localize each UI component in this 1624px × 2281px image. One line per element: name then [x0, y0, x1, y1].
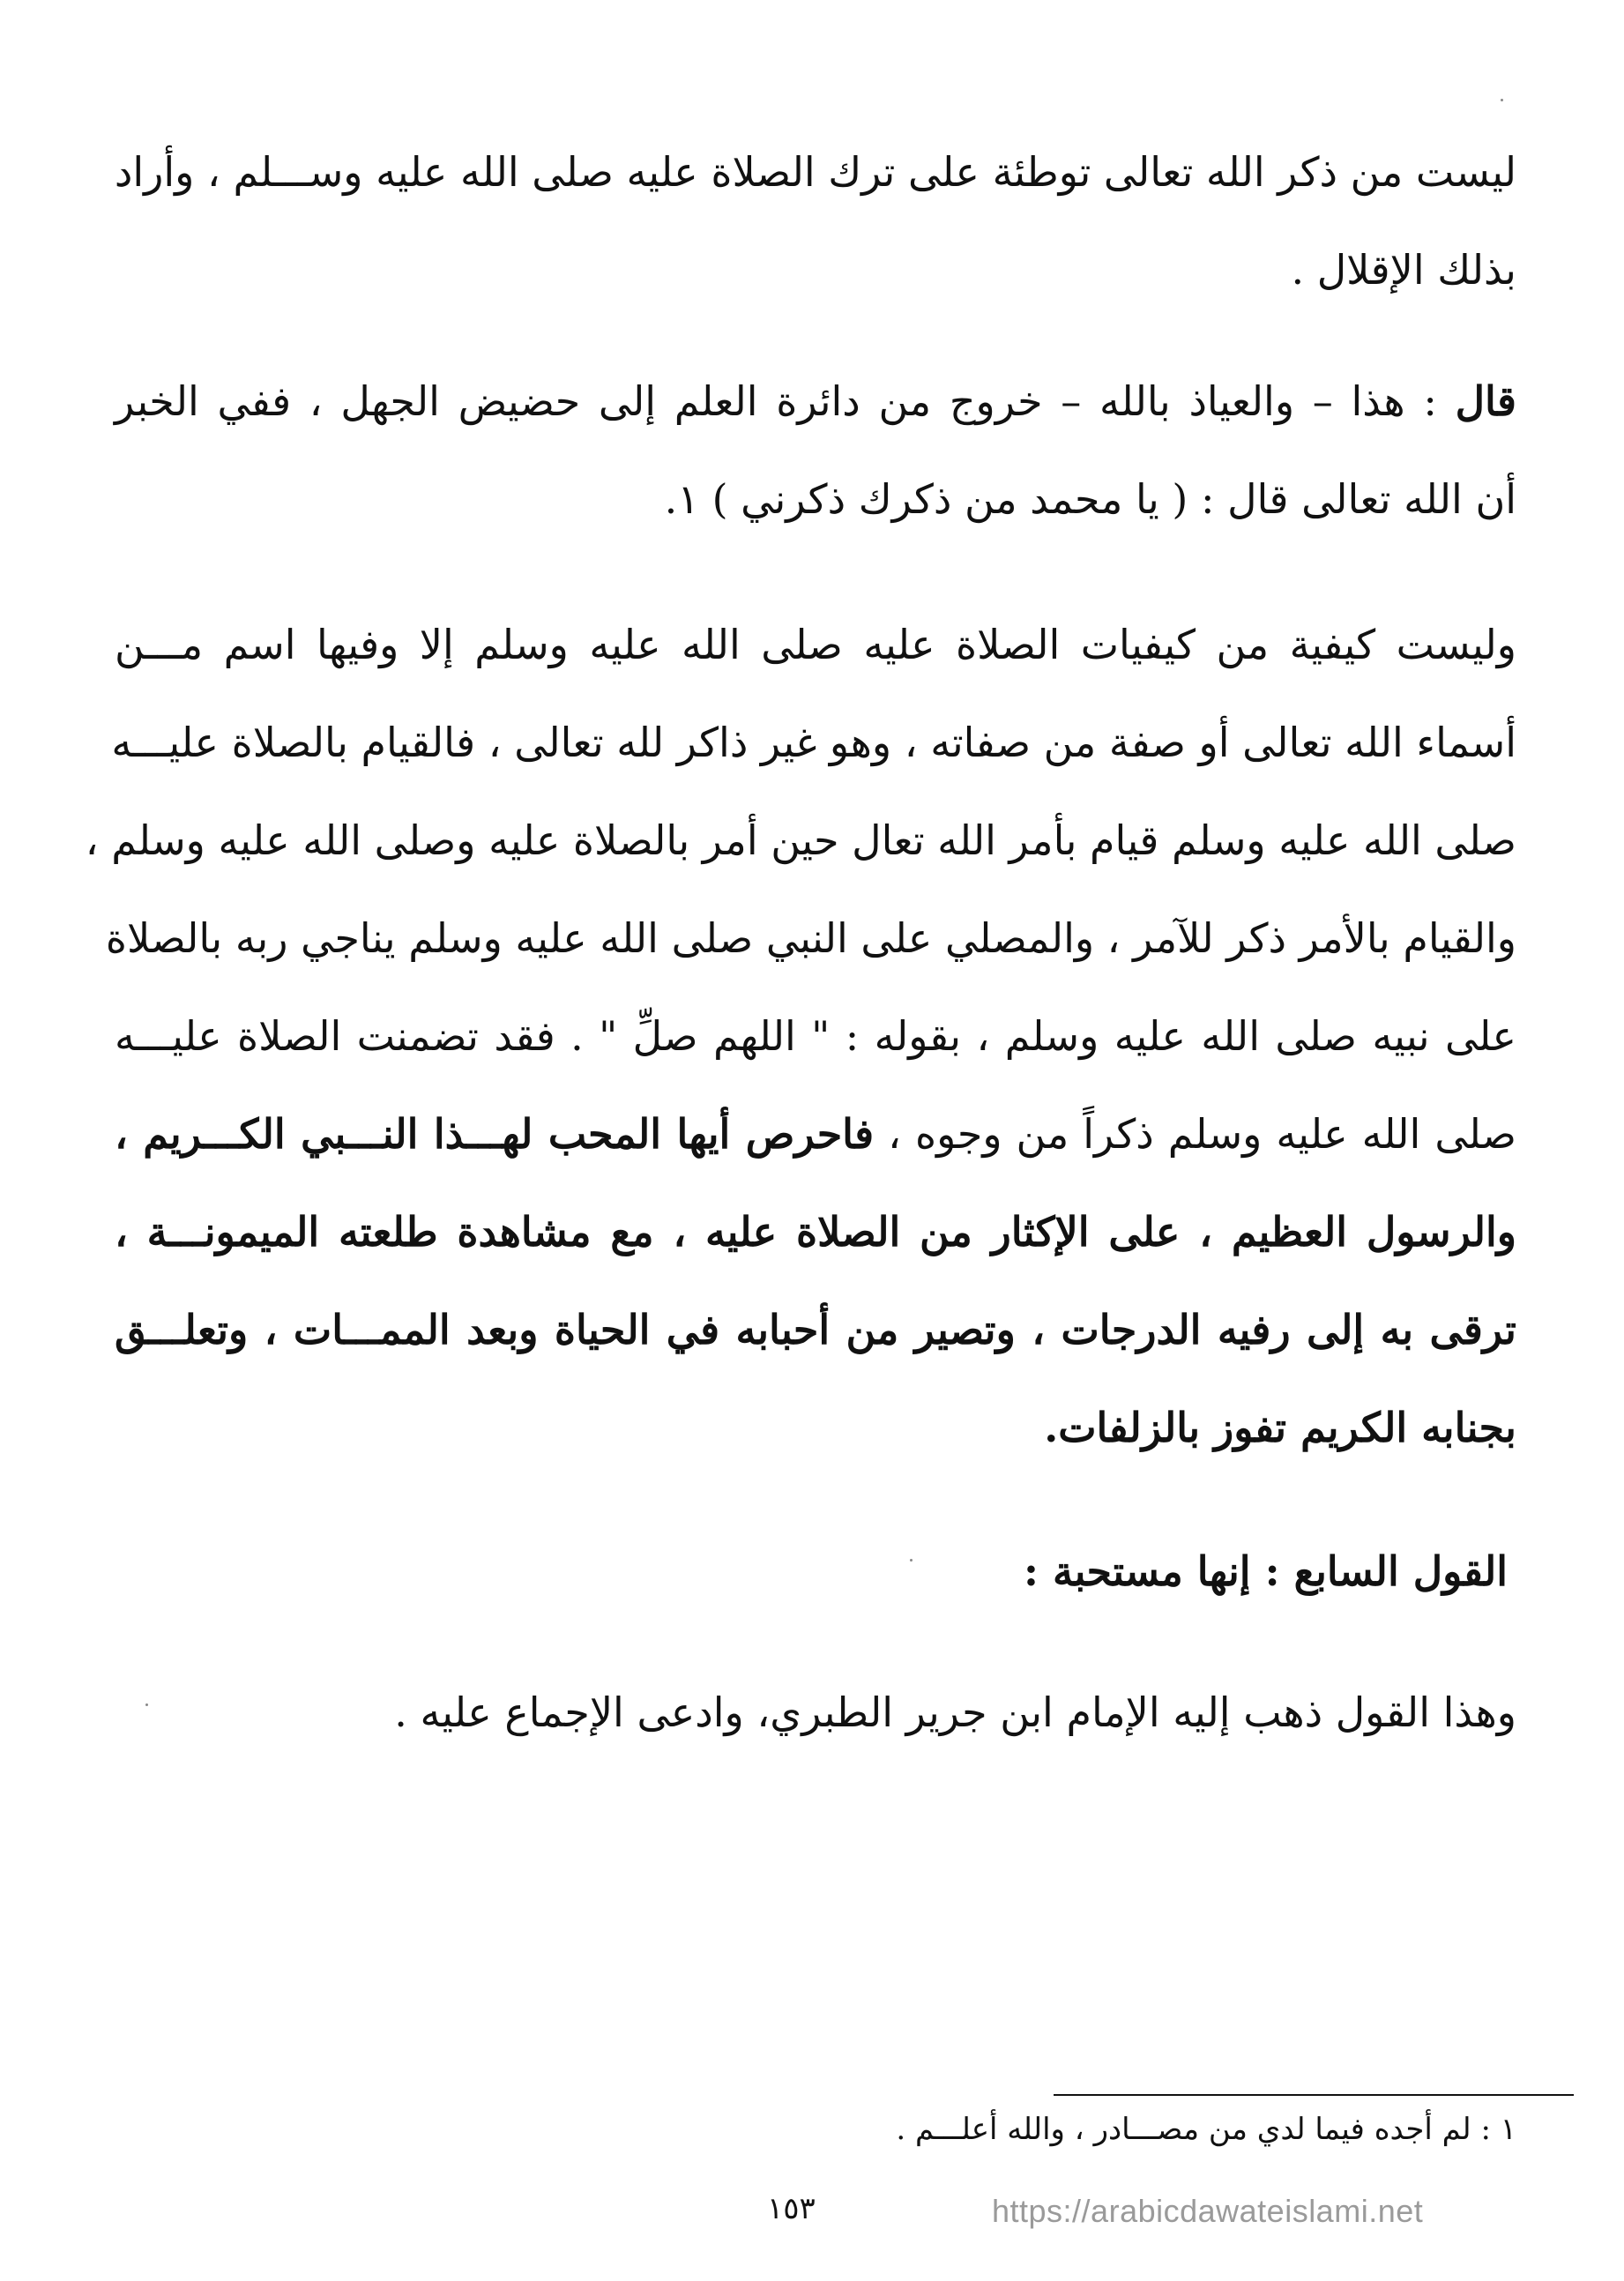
section-heading: القول السابع : إنها مستحبة :: [1023, 1547, 1508, 1595]
emphasis-text: فاحرص أيها المحب لهـــذا النـــبي الكـــريم ،: [115, 1110, 875, 1158]
emphasis-line: ترقى به إلى رفيه الدرجات ، وتصير من أحبابه في الحياة وبعد الممـــات ، وتعلـــق: [115, 1306, 1516, 1353]
paragraph-line-text: صلى الله عليه وسلم ذكراً من وجوه ،: [874, 1110, 1516, 1158]
paragraph-3: [85, 596, 1516, 1477]
paragraph-line: وليست كيفية من كيفيات الصلاة عليه صلى الله عليه وسلم إلا وفيها اسم مـــن: [115, 621, 1516, 668]
emphasis-line: والرسول العظيم ، على الإكثار من الصلاة عليه ، مع مشاهدة طلعته الميمونـــة ،: [115, 1208, 1516, 1256]
paragraph-line-text: : هذا – والعياذ بالله – خروج من دائرة العلم إلى حضيض الجهل ، ففي الخبر: [115, 377, 1456, 425]
paragraph-line: [115, 353, 1516, 451]
footnote: ١ : لم أجده فيما لدي من مصـــادر ، والله أعلـــم .: [896, 2112, 1516, 2147]
footnote-separator: [1054, 2094, 1574, 2096]
scan-speck: [910, 1559, 913, 1562]
paragraph-line: أن الله تعالى قال : ( يا محمد من ذكرك ذكرني ) ١.: [664, 475, 1516, 523]
paragraph-line: أسماء الله تعالى أو صفة من صفاته ، وهو غير ذاكر لله تعالى ، فالقيام بالصلاة عليـــه: [111, 719, 1516, 766]
paragraph-line: بذلك الإقلال .: [1291, 246, 1516, 294]
paragraph-4: وهذا القول ذهب إليه الإمام ابن جرير الطبري، وادعى الإجماع عليه .: [394, 1688, 1516, 1736]
watermark-url: https://arabicdawateislami.net: [992, 2193, 1424, 2229]
paragraph-line: ليست من ذكر الله تعالى توطئة على ترك الصلاة عليه صلى الله عليه وســـلم ، وأراد: [114, 148, 1516, 196]
speaker-label: قال: [1455, 377, 1516, 425]
paragraph-line: صلى الله عليه وسلم قيام بأمر الله تعال حين أمر بالصلاة عليه وصلى الله عليه وسلم ،: [85, 816, 1516, 864]
paragraph-line: على نبيه صلى الله عليه وسلم ، بقوله : " اللهم صلِّ " . فقد تضمنت الصلاة عليـــه: [115, 1012, 1516, 1060]
paragraph-line: [115, 1085, 1516, 1183]
scan-speck: [1501, 99, 1503, 101]
paragraph-1: [115, 123, 1516, 319]
scan-speck: [145, 1703, 148, 1706]
emphasis-line: بجنابه الكريم تفوز بالزلفات.: [1044, 1404, 1516, 1451]
paragraph-2: [115, 353, 1516, 548]
paragraph-line: والقيام بالأمر ذكر للآمر ، والمصلي على النبي صلى الله عليه وسلم يناجي ربه بالصلاة: [105, 914, 1516, 962]
page-number: ١٥٣: [767, 2191, 816, 2226]
